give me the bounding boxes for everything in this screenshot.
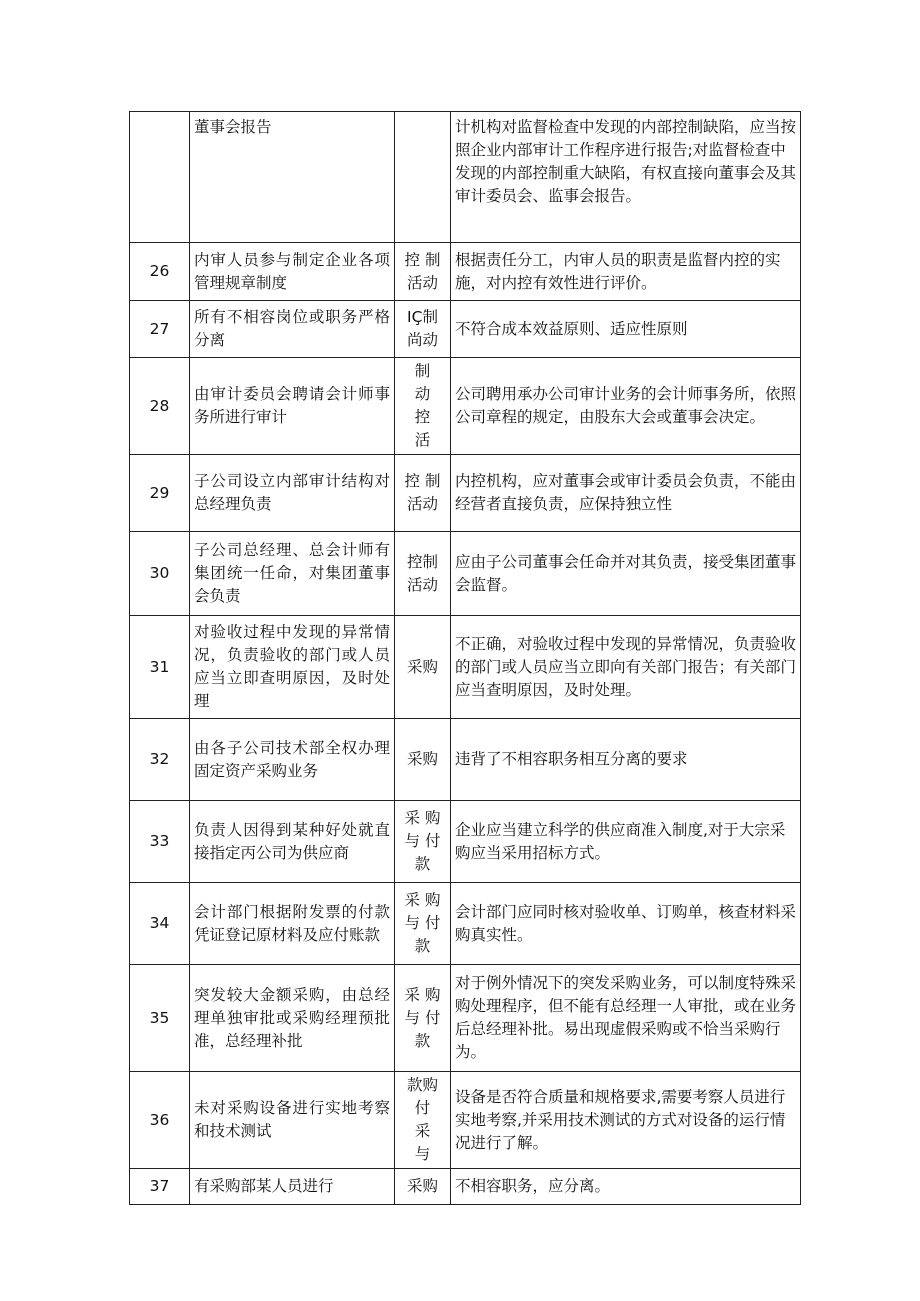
category-cell xyxy=(395,455,451,532)
category-cell xyxy=(395,1072,451,1169)
category-line: 采 购 xyxy=(404,809,441,827)
control-item: 未对采购设备进行实地考察和技术测试 xyxy=(190,1072,395,1169)
control-review-table xyxy=(129,111,801,1205)
control-item: 有采购部某人员进行 xyxy=(190,1169,395,1205)
control-item: 负责人因得到某种好处就直接指定丙公司为供应商 xyxy=(190,801,395,883)
row-number: 37 xyxy=(130,1169,190,1205)
row-number: 32 xyxy=(130,719,190,801)
assessment-note: 不符合成本效益原则、适应性原则 xyxy=(451,301,801,358)
category-line: 采购 xyxy=(406,1177,438,1195)
category-cell xyxy=(395,801,451,883)
control-item: 由各子公司技术部全权办理固定资产采购业务 xyxy=(190,719,395,801)
row-number: 31 xyxy=(130,616,190,719)
table-row xyxy=(130,1169,801,1205)
row-number: 27 xyxy=(130,301,190,358)
category-line: 控 制 xyxy=(404,250,441,269)
category-cell xyxy=(395,719,451,801)
assessment-note: 对于例外情况下的突发采购业务，可以制度特殊采购处理程序，但不能有总经理一人审批，或在业务后总经理补批。易出现虚假采购或不恰当采购行为。 xyxy=(451,965,801,1072)
category-line: 与 xyxy=(414,1145,431,1163)
category-cell xyxy=(395,532,451,616)
category-line: 采 购 xyxy=(404,891,441,909)
category-cell xyxy=(395,358,451,455)
row-number xyxy=(130,112,190,243)
category-line: 付 xyxy=(414,1099,431,1117)
assessment-note: 违背了不相容职务相互分离的要求 xyxy=(451,719,801,801)
assessment-note: 计机构对监督检查中发现的内部控制缺陷，应当按照企业内部审计工作程序进行报告;对监督检查中发现的内部控制重大缺陷，有权直接向董事会及其审计委员会、监事会报告。 xyxy=(451,112,801,243)
row-number: 29 xyxy=(130,455,190,532)
category-line: 控 制 xyxy=(404,472,441,490)
category-line: 与 付 xyxy=(404,1008,441,1027)
control-item: 由审计委员会聘请会计师事务所进行审计 xyxy=(190,358,395,455)
category-line: 采购 xyxy=(406,657,438,676)
category-cell xyxy=(395,616,451,719)
document-sheet xyxy=(129,111,801,1205)
assessment-note: 不相容职务，应分离。 xyxy=(451,1169,801,1205)
table-row xyxy=(130,112,801,243)
table-row xyxy=(130,301,801,358)
assessment-note: 根据责任分工，内审人员的职责是监督内控的实施，对内控有效性进行评价。 xyxy=(451,243,801,301)
row-number: 36 xyxy=(130,1072,190,1169)
category-cell xyxy=(395,112,451,243)
category-line: 款 xyxy=(414,937,431,955)
category-line: 采购 xyxy=(406,750,438,768)
control-item: 会计部门根据附发票的付款凭证登记原材料及应付账款 xyxy=(190,883,395,965)
assessment-note: 会计部门应同时核对验收单、订购单，核查材料采购真实性。 xyxy=(451,883,801,965)
control-item: 子公司总经理、总会计师有集团统一任命，对集团董事会负责 xyxy=(190,532,395,616)
row-number: 33 xyxy=(130,801,190,883)
table-row xyxy=(130,801,801,883)
table-row xyxy=(130,358,801,455)
row-number: 26 xyxy=(130,243,190,301)
category-line: 采 购 xyxy=(404,985,441,1004)
control-item: 所有不相容岗位或职务严格分离 xyxy=(190,301,395,358)
row-number: 35 xyxy=(130,965,190,1072)
category-cell xyxy=(395,243,451,301)
control-item: 董事会报告 xyxy=(190,112,395,243)
category-cell xyxy=(395,883,451,965)
table-row xyxy=(130,455,801,532)
table-row xyxy=(130,965,801,1072)
category-line: IÇ制 xyxy=(407,308,438,326)
category-line: 尚动 xyxy=(406,331,438,349)
category-cell xyxy=(395,1169,451,1205)
control-item: 内审人员参与制定企业各项管理规章制度 xyxy=(190,243,395,301)
category-line: 与 付 xyxy=(404,914,441,932)
table-body xyxy=(130,112,801,1205)
category-line: 款购 xyxy=(406,1076,438,1094)
row-number: 34 xyxy=(130,883,190,965)
table-row xyxy=(130,243,801,301)
table-row xyxy=(130,1072,801,1169)
category-line: 制 xyxy=(414,362,431,380)
category-line: 动 xyxy=(414,385,431,403)
category-line: 活动 xyxy=(406,575,438,594)
row-number: 30 xyxy=(130,532,190,616)
category-line: 采 xyxy=(414,1122,431,1140)
control-item: 对验收过程中发现的异常情况，负责验收的部门或人员应当立即查明原因，及时处理 xyxy=(190,616,395,719)
assessment-note: 设备是否符合质量和规格要求,需要考察人员进行实地考察,并采用技术测试的方式对设备的运行情况进行了解。 xyxy=(451,1072,801,1169)
category-line: 与 付 xyxy=(404,832,441,850)
category-line: 控制 xyxy=(406,552,438,571)
table-row xyxy=(130,883,801,965)
assessment-note: 内控机构，应对董事会或审计委员会负责，不能由经营者直接负责，应保持独立性 xyxy=(451,455,801,532)
category-line: 活动 xyxy=(406,273,438,292)
category-line: 款 xyxy=(414,1031,431,1050)
control-item: 子公司设立内部审计结构对总经理负责 xyxy=(190,455,395,532)
control-item: 突发较大金额采购，由总经理单独审批或采购经理预批准，总经理补批 xyxy=(190,965,395,1072)
category-cell xyxy=(395,965,451,1072)
category-line: 款 xyxy=(414,855,431,873)
category-line: 活 xyxy=(414,431,431,449)
table-row xyxy=(130,616,801,719)
category-cell xyxy=(395,301,451,358)
row-number: 28 xyxy=(130,358,190,455)
assessment-note: 公司聘用承办公司审计业务的会计师事务所，依照公司章程的规定，由股东大会或董事会决定。 xyxy=(451,358,801,455)
assessment-note: 应由子公司董事会任命并对其负责，接受集团董事会监督。 xyxy=(451,532,801,616)
category-line: 控 xyxy=(414,408,431,426)
assessment-note: 企业应当建立科学的供应商准入制度,对于大宗采购应当采用招标方式。 xyxy=(451,801,801,883)
table-row xyxy=(130,532,801,616)
category-line: 活动 xyxy=(406,495,438,513)
assessment-note: 不正确，对验收过程中发现的异常情况，负责验收的部门或人员应当立即向有关部门报告；有关部门应当查明原因，及时处理。 xyxy=(451,616,801,719)
table-row xyxy=(130,719,801,801)
